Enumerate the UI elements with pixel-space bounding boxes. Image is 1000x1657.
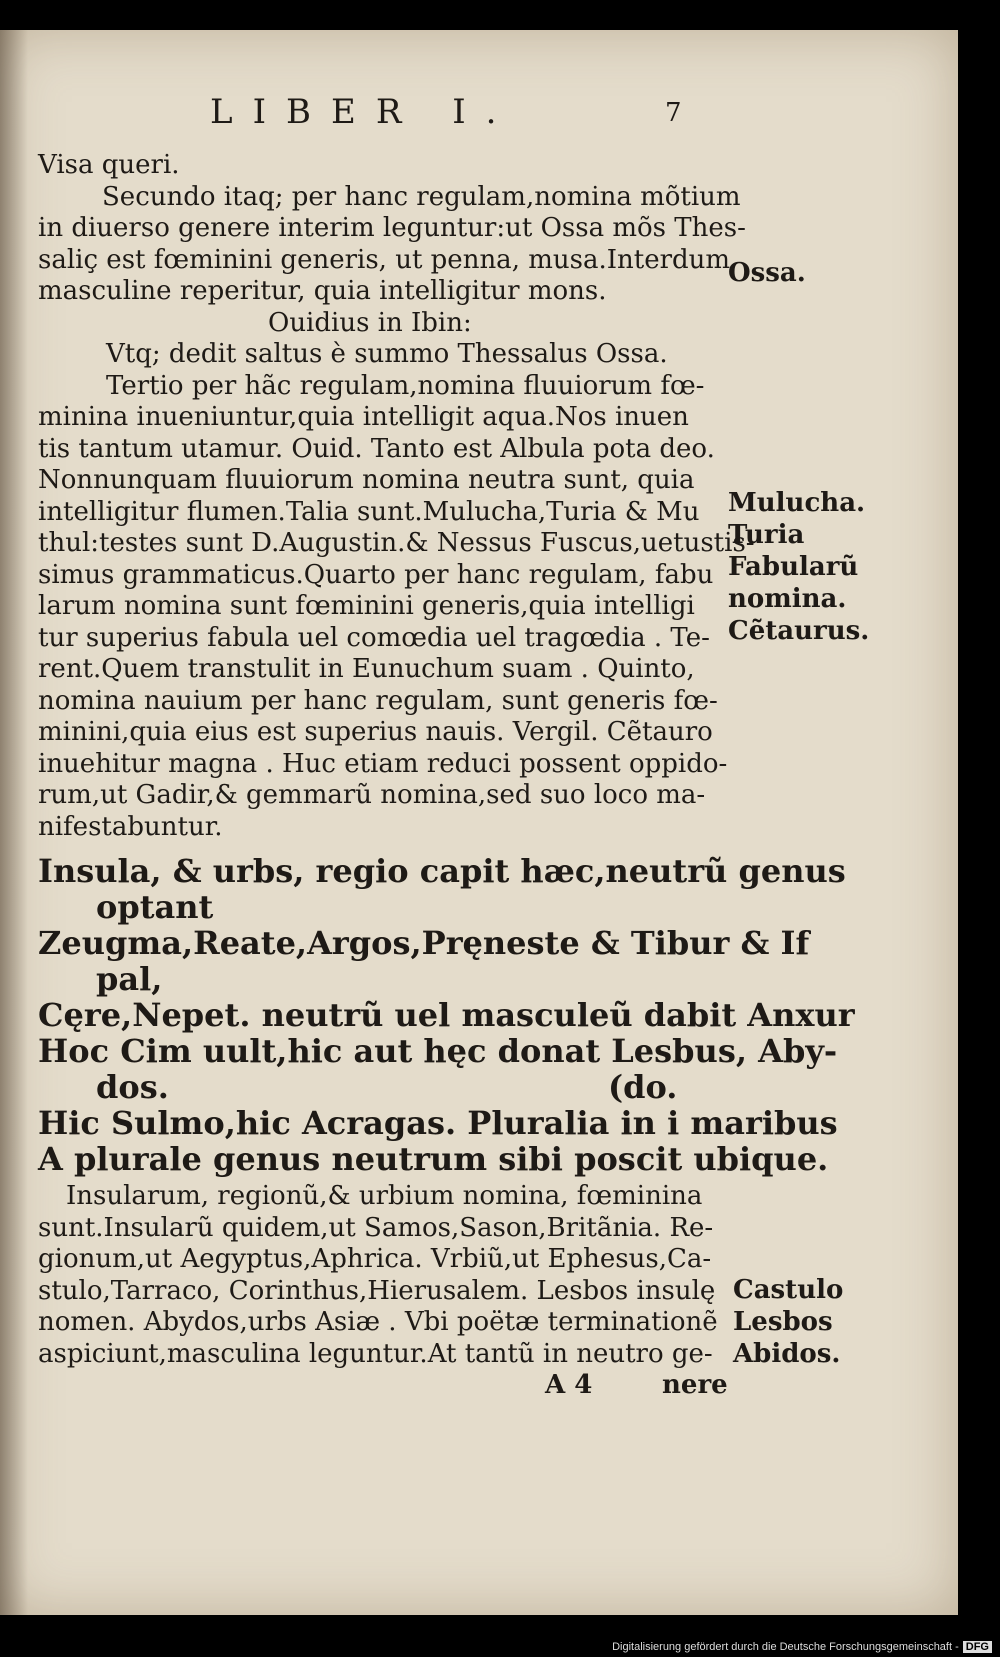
verse-line: Cęre,Nepet. neutrũ uel masculeũ dabit Anxur	[38, 996, 855, 1034]
text-line: minina inueniuntur,quia intelligit aqua.Nos inuen	[38, 402, 689, 432]
text-line: aspiciunt,masculina leguntur.At tantũ in neutro ge-	[38, 1338, 713, 1369]
text-line: larum nomina sunt fœminini generis,quia intelligi	[38, 591, 695, 621]
text-line: Nonnunquam fluuiorum nomina neutra sunt, quia	[38, 465, 695, 495]
book-page	[0, 30, 958, 1615]
text-line: Vtq; dedit saltus è summo Thessalus Ossa.	[106, 339, 668, 369]
marginal-note: Turia	[728, 520, 805, 550]
text-line: Secundo itaq; per hanc regulam,nomina mõtium	[102, 181, 741, 212]
text-line: intelligitur flumen.Talia sunt.Mulucha,Turia & Mu	[38, 496, 700, 527]
verse-line: A plurale genus neutrum sibi poscit ubique.	[38, 1140, 829, 1178]
marginal-note: Lesbos	[733, 1307, 833, 1337]
verse-turnover: (do.	[608, 1068, 678, 1106]
text-line: tis tantum utamur. Ouid. Tanto est Albula pota deo.	[38, 433, 715, 464]
dfg-logo: DFG	[963, 1641, 992, 1653]
signature-mark: A 4	[545, 1370, 593, 1400]
marginal-note: nomina.	[728, 584, 847, 614]
credit-text: Digitalisierung gefördert durch die Deutsche Forschungsgemeinschaft -	[612, 1641, 959, 1653]
verse-line: Hoc Cim uult,hic aut hęc donat Lesbus, Aby-	[38, 1032, 838, 1070]
text-line: inuehitur magna . Huc etiam reduci possent oppido-	[38, 748, 728, 779]
text-line: nomina nauium per hanc regulam, sunt generis fœ-	[38, 685, 718, 716]
marginal-note: Fabularũ	[728, 552, 859, 582]
text-line: Insularum, regionũ,& urbium nomina, fœminina	[66, 1181, 703, 1211]
marginal-note: Abidos.	[733, 1339, 841, 1369]
text-line: nomen. Abydos,urbs Asiæ . Vbi poëtæ terminationẽ	[38, 1307, 718, 1337]
text-line: rent.Quem transtulit in Eunuchum suam . Quinto,	[38, 654, 695, 684]
text-line: minini,quia eius est superius nauis. Vergil. Cẽtauro	[38, 717, 713, 747]
digitization-credit	[612, 1641, 992, 1653]
verse-line: Zeugma,Reate,Argos,Pręneste & Tibur & If	[38, 924, 810, 962]
text-line: in diuerso genere interim leguntur:ut Ossa mõs Thes-	[38, 213, 746, 243]
catchword: nere	[662, 1370, 728, 1400]
marginal-note: Cẽtaurus.	[728, 616, 870, 646]
verse-line: pal,	[96, 960, 163, 998]
text-line: simus grammaticus.Quarto per hanc regulam, fabu	[38, 559, 714, 590]
text-line: Tertio per hãc regulam,nomina fluuiorum fœ-	[106, 370, 705, 401]
verse-fragment: dos.	[96, 1068, 169, 1106]
text-line: Ouidius in Ibin:	[268, 307, 472, 338]
text-line: masculine reperitur, quia intelligitur mons.	[38, 276, 607, 306]
running-title: LIBER I.	[210, 92, 517, 132]
text-line: rum,ut Gadir,& gemmarũ nomina,sed suo loco ma-	[38, 780, 706, 810]
text-line: Visa queri.	[38, 150, 180, 180]
verse-line: Insula, & urbs, regio capit hæc,neutrũ genus	[38, 852, 846, 890]
text-line: gionum,ut Aegyptus,Aphrica. Vrbiũ,ut Ephesus,Ca-	[38, 1244, 712, 1274]
marginal-note: Ossa.	[728, 258, 806, 288]
text-line: saliç est fœminini generis, ut penna, musa.Interdum	[38, 244, 731, 275]
folio-number: 7	[665, 98, 682, 128]
marginal-note: Mulucha.	[728, 488, 866, 518]
verse-line: optant	[96, 888, 214, 926]
text-line: tur superius fabula uel comœdia uel tragœdia . Te-	[38, 622, 710, 653]
text-line: nifestabuntur.	[38, 811, 223, 842]
marginal-note: Castulo	[733, 1275, 844, 1305]
text-line: thul:testes sunt D.Augustin.& Nessus Fuscus,uetustis-	[38, 528, 755, 558]
verse-line: Hic Sulmo,hic Acragas. Pluralia in i maribus	[38, 1104, 838, 1142]
text-line: stulo,Tarraco, Corinthus,Hierusalem. Lesbos insulę	[38, 1275, 716, 1306]
text-line: sunt.Insularũ quidem,ut Samos,Sason,Britãnia. Re-	[38, 1212, 714, 1243]
verse-line	[38, 1069, 738, 1105]
